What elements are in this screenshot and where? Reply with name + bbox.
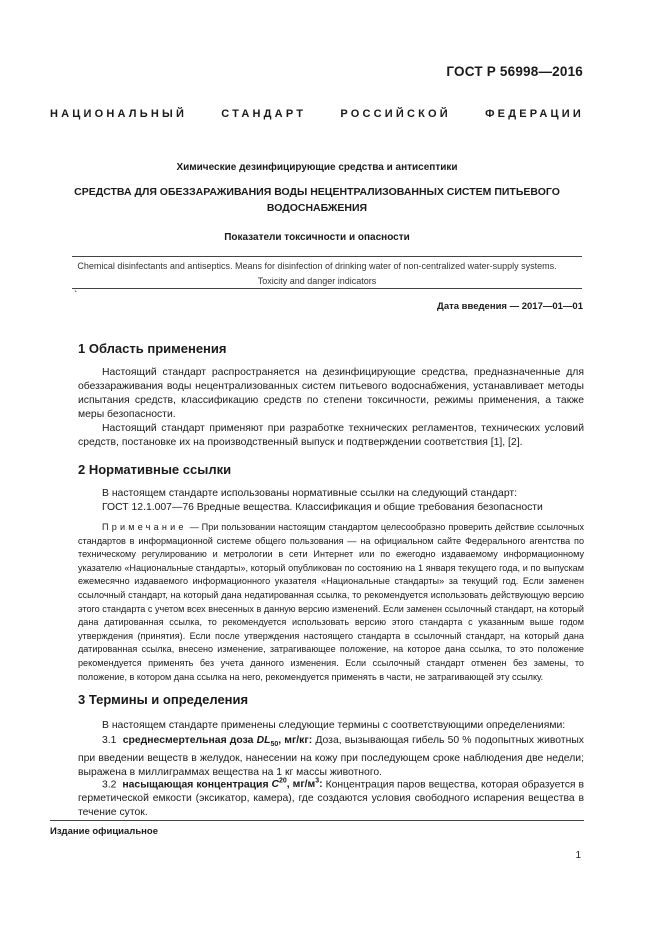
title-sub: Показатели токсичности и опасности [224, 232, 410, 243]
section2-note [78, 521, 584, 684]
title-rule-bottom [72, 288, 582, 289]
section1-para2 [78, 422, 584, 450]
page-number: 1 [575, 850, 581, 861]
tick-mark: ` [74, 290, 78, 301]
term-3-1-name: среднесмертельная доза [122, 735, 254, 746]
section3-heading: 3 Термины и определения [78, 692, 249, 707]
term-3-2 [78, 775, 584, 820]
gost-number: ГОСТ Р 56998—2016 [446, 64, 583, 79]
section2-heading: 2 Нормативные ссылки [78, 462, 232, 477]
title-english-line1: Chemical disinfectants and antiseptics. Means for disinfection of drinking water of non-centralized water-supply systems. [77, 261, 557, 271]
banner-word-4: ФЕДЕРАЦИИ [485, 108, 584, 120]
term-3-2-unit: , мг/м [286, 779, 316, 791]
banner-word-2: СТАНДАРТ [221, 108, 307, 120]
banner-word-1: НАЦИОНАЛЬНЫЙ [50, 108, 188, 120]
term-3-2-unit-sup: 3 [315, 778, 320, 785]
title-group: Химические дезинфицирующие средства и антисептики [176, 162, 458, 173]
introduction-date: Дата введения — 2017—01—01 [437, 301, 583, 312]
title-rule-top [72, 256, 582, 257]
term-3-1-number: 3.1 [102, 735, 117, 746]
section1-para1 [78, 366, 584, 422]
footer-rule [50, 820, 584, 821]
title-english [40, 259, 594, 289]
section2-para2 [78, 501, 584, 515]
section1-heading: 1 Область применения [78, 341, 227, 356]
title-main: СРЕДСТВА ДЛЯ ОБЕЗЗАРАЖИВАНИЯ ВОДЫ НЕЦЕНТРАЛИЗОВАННЫХ СИСТЕМ ПИТЬЕВОГО ВОДОСНАБЖЕНИЯ [74, 186, 560, 214]
term-3-1-definition: Доза, вызывающая гибель 50 % подопытных животных при введении веществ в желудок, нанесении на кожу при последующем сроке наблюдения две недели; выражена в миллиграммах вещества на 1 кг массы животного. [78, 735, 585, 779]
section2-para2-text: ГОСТ 12.1.007—76 Вредные вещества. Классификация и общие требования безопасности [102, 502, 543, 513]
section2-para1-text: В настоящем стандарте использованы нормативные ссылки на следующий стандарт: [102, 488, 518, 499]
note-text: — При пользовании настоящим стандартом целесообразно проверить действие ссылочных стандартов в информационной системе общего пользования — на официальном сайте Федерального агентства по техническому регулированию и метрологии в сети Интернет или по ежегодно издаваемому информационному указателю «Национальные стандарты», который опубликован по состоянию на 1 января текущего года, и по выпускам ежемесячно издаваемого информационного указателя «Национальные стандарты» за текущий год. Если заменен ссылочный стандарт, на который дана недатированная ссылка, то рекомендуется использовать действующую версию этого стандарта с учетом всех внесенных в данную версию изменений. Если заменен ссылочный стандарт, на который дана датированная ссылка, то рекомендуется использовать версию этого стандарта с указанным выше годом утверждения (принятия). Если после утверждения настоящего стандарта в ссылочный стандарт, на который дана датированная ссылка, внесено изменение, затрагивающее положение, на которое дана ссылка, то это положение рекомендуется применять без учета данного изменения. Если ссылочный стандарт отменен без замены, то положение, в котором дана ссылка на него, рекомендуется применять в части, не затрагивающей эту ссылку. [78, 522, 584, 682]
section1-para2-text: Настоящий стандарт применяют при разработке технических регламентов, технических условий средств, постановке их на производственный выпуск и подтверждении соответствия [1], [2]. [78, 423, 584, 448]
term-3-1 [78, 734, 584, 780]
banner-word-3: РОССИЙСКОЙ [340, 108, 451, 120]
term-3-2-symbol-sup: 20 [279, 778, 287, 785]
section2-para1 [78, 487, 584, 501]
national-standard-banner [50, 108, 584, 120]
title-english-line2: Toxicity and danger indicators [257, 276, 377, 286]
term-3-2-definition: Концентрация паров вещества, которая образуется в герметической емкости (эксикатор, камера), где создаются условия свободного испарения вещества в течение суток. [78, 779, 585, 819]
term-3-1-symbol: DL [256, 735, 271, 746]
term-3-1-unit: , мг/кг: [278, 735, 313, 746]
term-3-2-name: насыщающая концентрация [122, 779, 269, 791]
term-3-2-symbol: C [271, 779, 279, 791]
section3-intro-text: В настоящем стандарте применены следующие термины с соответствующими определениями: [102, 720, 566, 731]
section3-intro [78, 719, 584, 733]
term-3-2-unit-colon: : [319, 779, 323, 791]
edition-label: Издание официальное [50, 826, 158, 837]
note-label: Примечание [102, 522, 187, 532]
term-3-1-symbol-sub: 50 [270, 741, 279, 749]
section1-para1-text: Настоящий стандарт распространяется на дезинфицирующие средства, предназначенные для обеззараживания воды нецентрализованных систем питьевого водоснабжения, устанавливает методы испытания средств, классификацию средств по степени токсичности, режимы применения, а также меры безопасности. [78, 367, 584, 420]
term-3-2-number: 3.2 [102, 779, 117, 791]
